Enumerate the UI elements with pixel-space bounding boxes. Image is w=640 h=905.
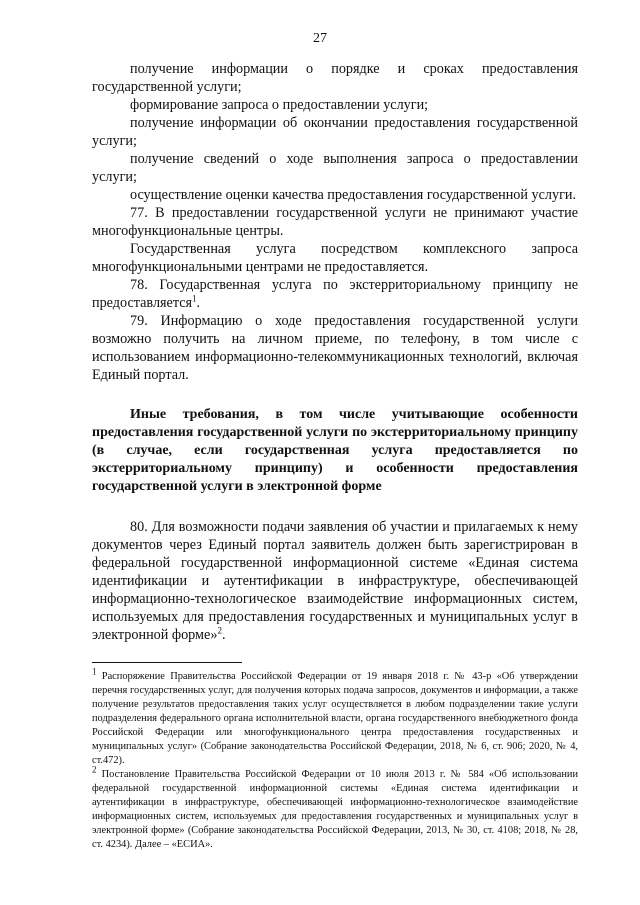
footnote-ref-2[interactable]: 2: [217, 625, 222, 636]
page-number: 27: [313, 31, 327, 46]
footnote-1-text: Распоряжение Правительства Российской Федерации от 19 января 2018 г. № 43-р «Об утверждении перечня государственных услуг, для получения которых подача запросов, документов и информации, а также получение результатов предоставления таких услуг осуществляется в любом подразделении такие услуги подразделения федерального органа исполнительной власти, органа государственного внебюджетного фонда Российской Федерации или многофункционального центра предоставления государственных и муниципальных услуг» (Собрание законодательства Российской Федерации, 2018, № 6, ст. 906; 2020, № 4, ст.472).: [92, 671, 578, 766]
footnote-divider: [92, 662, 242, 663]
footnote-1: [92, 666, 578, 768]
footnote-1-number: 1: [92, 666, 97, 677]
paragraph: формирование запроса о предоставлении услуги;: [130, 97, 429, 113]
paragraph-78: [92, 276, 578, 312]
paragraph: получение информации о порядке и сроках предоставления государственной услуги;: [92, 61, 578, 95]
paragraph-79: 79. Информацию о ходе предоставления государственной услуги возможно получить на личном приеме, по телефону, в том числе с использованием информационно-телекоммуникационных технологий, включая Единый портал.: [92, 313, 578, 383]
footnote-2: [92, 764, 578, 852]
footnote-2-text: Постановление Правительства Российской Федерации от 10 июля 2013 г. № 584 «Об использовании федеральной государственной информационной системы «Единая система идентификации и аутентификации в инфраструктуре, обеспечивающей информационно-технологическое взаимодействие информационных систем, используемых для предоставления государственных и муниципальных услуг в электронной форме» (Собрание законодательства Российской Федерации, 2013, № 30, ст. 4108; 2018, № 28, ст. 4234). Далее – «ЕСИА».: [92, 769, 578, 850]
paragraph: получение сведений о ходе выполнения запроса о предоставлении услуги;: [92, 151, 578, 185]
footnotes: [92, 666, 578, 852]
paragraph-80: [92, 518, 578, 644]
paragraph: Государственная услуга посредством комплексного запроса многофункциональными центрами не предоставляется.: [92, 241, 578, 275]
paragraph-80-tail: .: [221, 627, 226, 643]
footnote-2-number: 2: [92, 764, 97, 775]
paragraph: осуществление оценки качества предоставления государственной услуги.: [130, 187, 577, 203]
main-content: [92, 60, 578, 644]
paragraph: получение информации об окончании предоставления государственной услуги;: [92, 115, 578, 149]
paragraph-78-tail: .: [196, 295, 201, 311]
section-heading: Иные требования, в том числе учитывающие особенности предоставления государственной услуги по экстерриториальному принципу (в случае, если государственная услуга предоставляется по экстерриториальному принципу) и особенности предоставления государственной услуги в электронной форме: [92, 407, 578, 494]
paragraph-77: 77. В предоставлении государственной услуги не принимают участие многофункциональные центры.: [92, 205, 578, 239]
paragraph-80-text: 80. Для возможности подачи заявления об участии и прилагаемых к нему документов через Единый портал заявитель должен быть зарегистрирован в федеральной государственной информационной системе «Единая система идентификации и аутентификации в инфраструктуре, обеспечивающей информационно-технологическое взаимодействие информационных систем, используемых для предоставления государственных и муниципальных услуг в электронной форме»: [92, 519, 578, 643]
footnote-ref-1[interactable]: 1: [192, 293, 197, 304]
paragraph-78-text: 78. Государственная услуга по экстерриториальному принципу не предоставляется: [92, 277, 578, 311]
